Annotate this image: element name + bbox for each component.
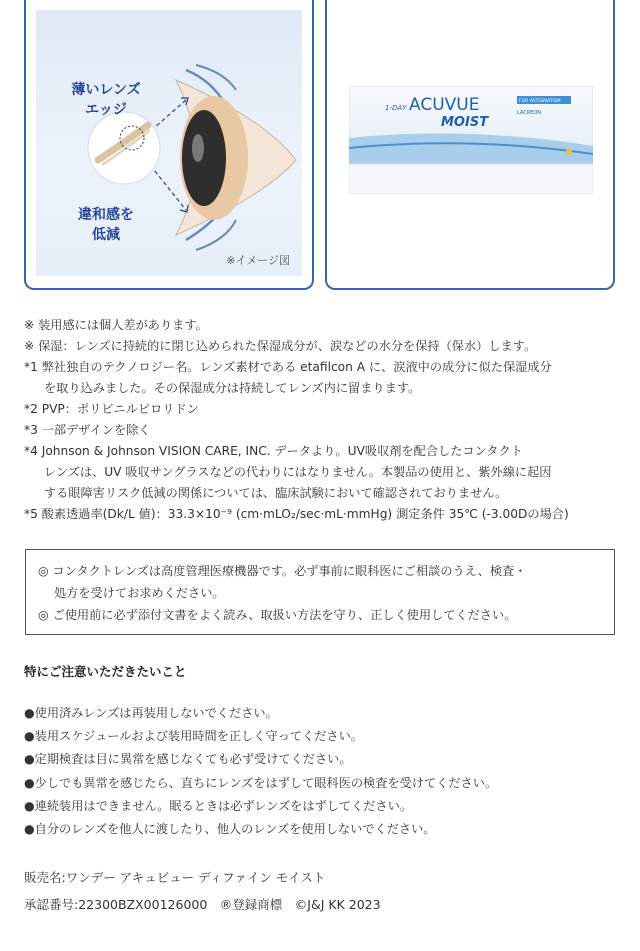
caution-line: ◎ ご使用前に必ず添付文書をよく読み、取扱い方法を守り、正しく使用してください。 [38,608,517,622]
list-item: ●少しでも異常を感じたら、直ちにレンズをはずして眼科医の検査を受けてください。 [24,775,498,790]
sales-name: 販売名:ワンデー アキュビュー ディファイン モイスト [24,870,326,885]
caution-line: 処方を受けてお求めください。 [54,586,225,600]
footnote-row: ※ 保湿：レンズに持続的に閉じ込められた保湿成分が、涙などの水分を保持（保水）します。 [24,339,537,353]
svg-text:FOR ASTIGMATISM: FOR ASTIGMATISM [519,99,561,104]
svg-text:1-DAY: 1-DAY [385,104,407,112]
footnote-row: *4 Johnson & Johnson VISION CARE, INC. データより。UV吸収剤を配合したコンタクト [24,444,523,458]
list-item: ●装用スケジュールおよび装用時間を正しく守ってください。 [24,729,363,744]
svg-text:ACUVUE: ACUVUE [409,95,480,115]
list-item: ●自分のレンズを他人に渡したり、他人のレンズを使用しないでください。 [24,822,436,837]
footnote-row: *5 酸素透過率(Dk/L 値)：33.3×10⁻⁹ (cm·mLO₂/sec·mL·mmHg) 測定条件 35℃ (-3.00Dの場合) [24,507,569,521]
footnote-row: *1 弊社独自のテクノロジー名。レンズ素材である etafilcon A に、涙液中の成分に似た保湿成分 [24,360,552,374]
footnote-continuation: を取り込みました。その保湿成分は持続してレンズ内に留まります。 [44,381,421,395]
list-item: ●使用済みレンズは再装用しないでください。 [24,706,278,720]
thin-lens-edge-label: 薄いレンズ エッジ [71,82,141,118]
list-item: ●連続装用はできません。眠るときは必ずレンズをはずしてください。 [24,798,413,813]
footnote-continuation: する眼障害リスク低減の関係については、臨床試験において確認されておりません。 [44,486,508,500]
caution-bullets [24,702,624,841]
footnote-continuation: レンズは、UV 吸収サングラスなどの代わりにはなりません。本製品の使用と、紫外線に起因 [44,465,552,479]
product-panel [325,0,615,290]
product-box-image [349,86,593,194]
reduce-discomfort-label: 違和感を 低減 [78,207,134,243]
section-title: 特にご注意いただきたいこと [24,664,187,679]
image-note: ※イメージ図 [226,254,290,267]
footer [24,864,381,918]
svg-text:LACREON: LACREON [517,110,542,116]
lens-edge-panel [24,0,314,290]
footnote-row: *3 一部デザインを除く [24,423,151,437]
eye-illustration [36,10,302,276]
caution-line: ◎ コンタクトレンズは高度管理医療機器です。必ず事前に眼科医にご相談のうえ、検査・ [38,564,527,578]
approval-number: 承認番号:22300BZX00126000 ®登録商標 ©J&J KK 2023 [24,897,381,912]
footnote-row: *2 PVP：ポリビニルピロリドン [24,402,199,416]
product-box-svg [349,86,593,194]
panel-heading-cut [327,0,613,4]
footnotes [24,315,624,525]
svg-text:MOIST: MOIST [441,115,489,130]
list-item: ●定期検査は目に異常を感じなくても必ず受けてください。 [24,752,352,767]
medical-device-caution-box [25,549,615,635]
footnote-row: ※ 装用感には個人差があります。 [24,318,208,332]
